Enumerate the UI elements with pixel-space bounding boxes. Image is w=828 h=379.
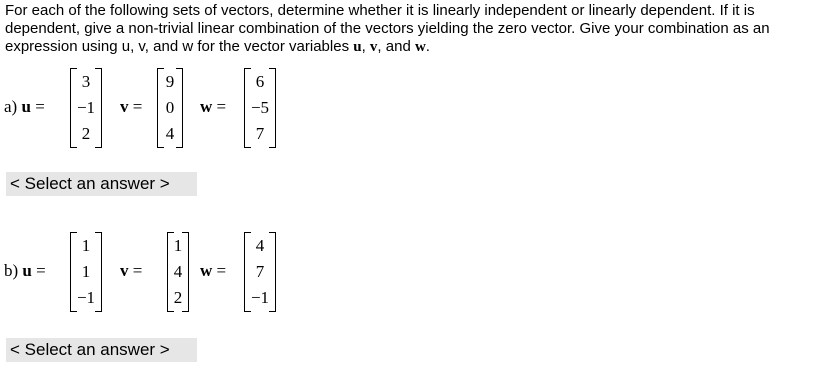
vector-v-matrix (157, 68, 183, 148)
vector-v-label: v = (120, 97, 143, 116)
matrix-entry: 7 (255, 262, 265, 281)
matrix-entry: 1 (173, 236, 183, 255)
select-answer-b[interactable]: < Select an answer > (6, 338, 197, 362)
matrix-entry: 6 (255, 72, 265, 91)
matrix-entry: 3 (81, 72, 91, 91)
vector-w-matrix (244, 68, 276, 148)
bold-w: w (414, 39, 426, 55)
matrix-entry: 1 (81, 236, 91, 255)
matrix-entry: 4 (173, 262, 183, 281)
matrix-entry: 4 (165, 124, 175, 143)
matrix-entry: 0 (165, 98, 175, 117)
matrix-entry: −1 (76, 98, 96, 117)
matrix-entry: 7 (255, 124, 265, 143)
problem-b (4, 232, 304, 312)
matrix-entry: 1 (81, 262, 91, 281)
matrix-entry: −1 (250, 288, 270, 307)
instructions-sep: , and (377, 38, 415, 55)
matrix-entry: 2 (81, 124, 91, 143)
matrix-entry: 2 (173, 288, 183, 307)
select-answer-a[interactable]: < Select an answer > (6, 172, 197, 196)
vector-w-label: w = (200, 97, 227, 116)
vector-w-label: w = (200, 261, 227, 280)
vector-u-matrix (70, 232, 102, 312)
vector-v-matrix (167, 232, 189, 312)
problem-a (4, 68, 304, 148)
vector-w-matrix (244, 232, 276, 312)
vector-v-label: v = (120, 261, 143, 280)
bold-u: u (353, 39, 362, 55)
problem-label: a) u = (4, 97, 45, 116)
instructions-end: . (425, 38, 430, 55)
matrix-entry: 9 (165, 72, 175, 91)
matrix-entry: −1 (76, 288, 96, 307)
bold-v: v (369, 39, 378, 55)
instructions-sep: , (361, 38, 370, 55)
instructions (5, 2, 823, 56)
matrix-entry: 4 (255, 236, 265, 255)
problem-label: b) u = (4, 261, 46, 280)
instructions-text: For each of the following sets of vectors, determine whether it is linearly independent or linearly dependent. If it is dependent, give a non-trivial linear combination of the vectors yielding the zero vector. Give your combination as an expression using u, v, and w for the vector variables (5, 2, 770, 55)
matrix-entry: −5 (250, 98, 270, 117)
vector-u-matrix (70, 68, 102, 148)
